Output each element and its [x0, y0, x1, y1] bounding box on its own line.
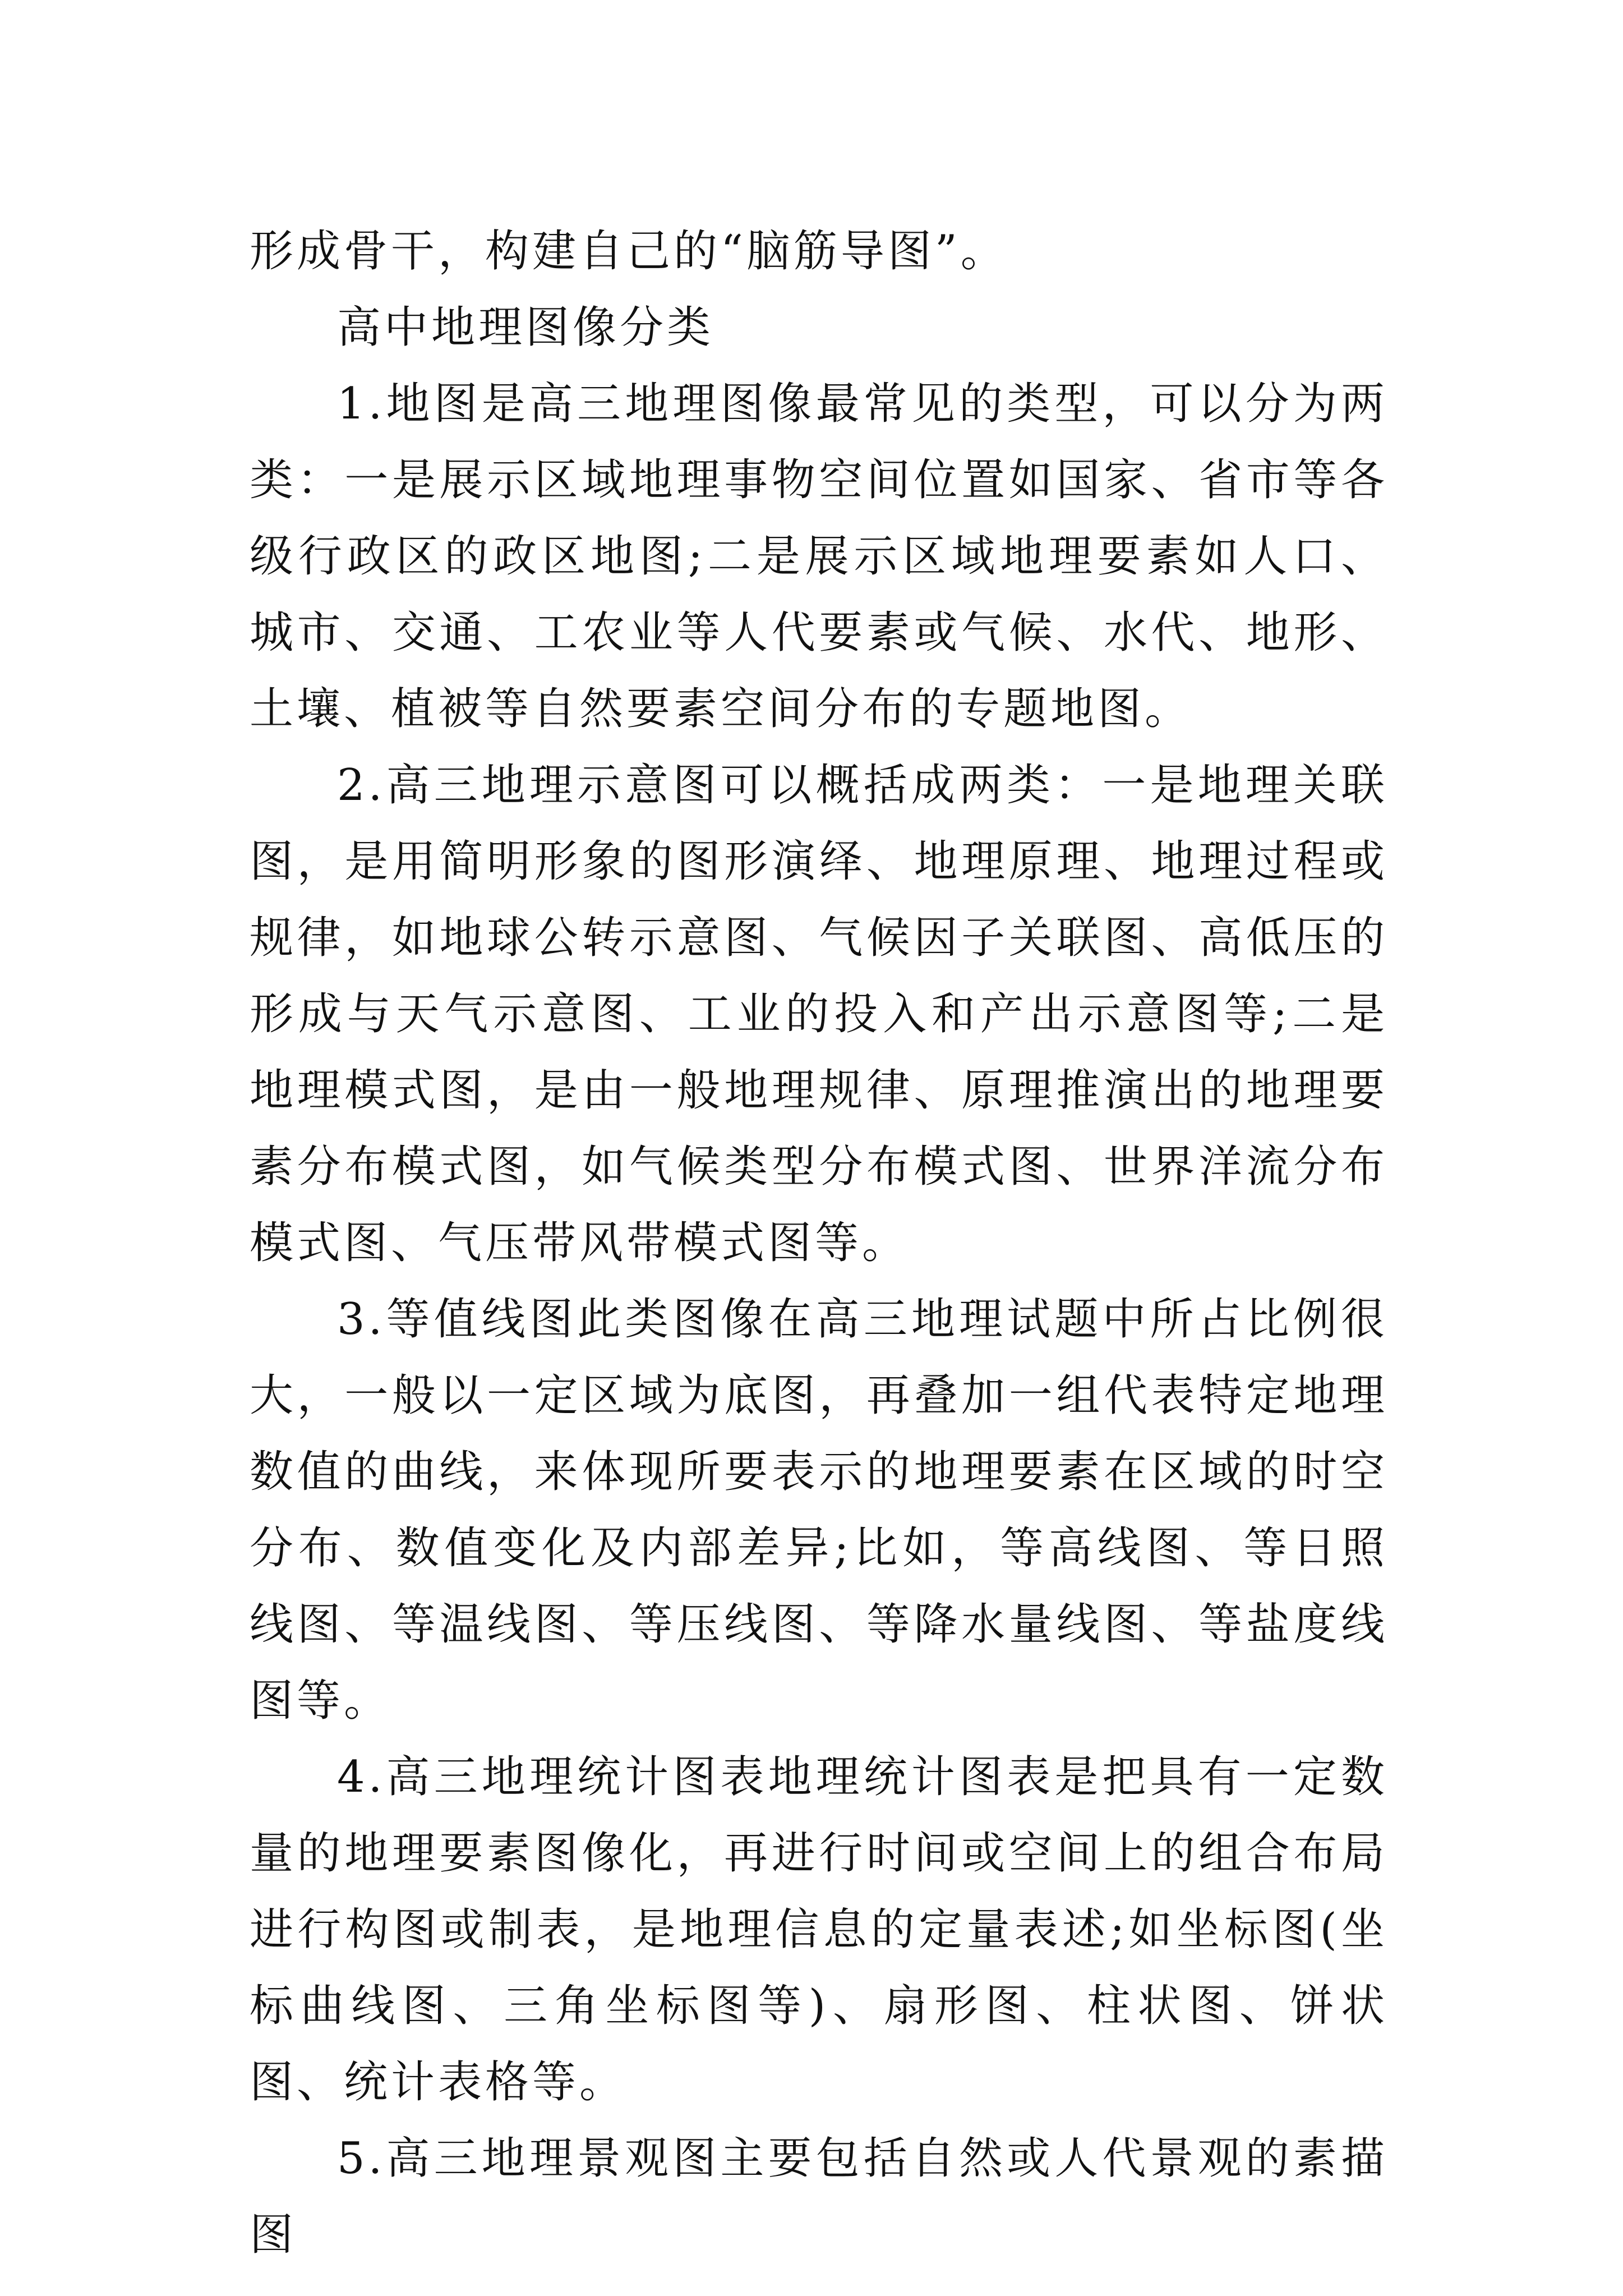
body-text — [250, 213, 1388, 2273]
section-heading: 高中地理图像分类 — [337, 302, 714, 353]
paragraph-continuation: 形成骨干，构建自己的“脑筋导图”。 — [250, 226, 1008, 277]
paragraph-statistics: 4.高三地理统计图表地理统计图表是把具有一定数量的地理要素图像化，再进行时间或空间上的组合布局进行构图或制表，是地理信息的定量表述;如坐标图(坐标曲线图、三角坐标图等)、扇形图、柱状图、饼状图、统计表格等。 — [250, 1752, 1388, 2108]
paragraph-map: 1.地图是高三地理图像最常见的类型，可以分为两类：一是展示区域地理事物空间位置如国家、省市等各级行政区的政区地图;二是展示区域地理要素如人口、城市、交通、工农业等人代要素或气候、水代、地形、土壤、植被等自然要素空间分布的专题地图。 — [250, 379, 1388, 734]
paragraph-landscape: 5.高三地理景观图主要包括自然或人代景观的素描图 — [250, 2133, 1388, 2260]
paragraph-isoline: 3.等值线图此类图像在高三地理试题中所占比例很大，一般以一定区域为底图，再叠加一组代表特定地理数值的曲线，来体现所要表示的地理要素在区域的时空分布、数值变化及内部差异;比如，等高线图、等日照线图、等温线图、等压线图、等降水量线图、等盐度线图等。 — [250, 1294, 1388, 1726]
paragraph-schematic: 2.高三地理示意图可以概括成两类：一是地理关联图，是用简明形象的图形演绎、地理原理、地理过程或规律，如地球公转示意图、气候因子关联图、高低压的形成与天气示意图、工业的投入和产出示意图等;二是地理模式图，是由一般地理规律、原理推演出的地理要素分布模式图，如气候类型分布模式图、世界洋流分布模式图、气压带风带模式图等。 — [250, 760, 1388, 1268]
